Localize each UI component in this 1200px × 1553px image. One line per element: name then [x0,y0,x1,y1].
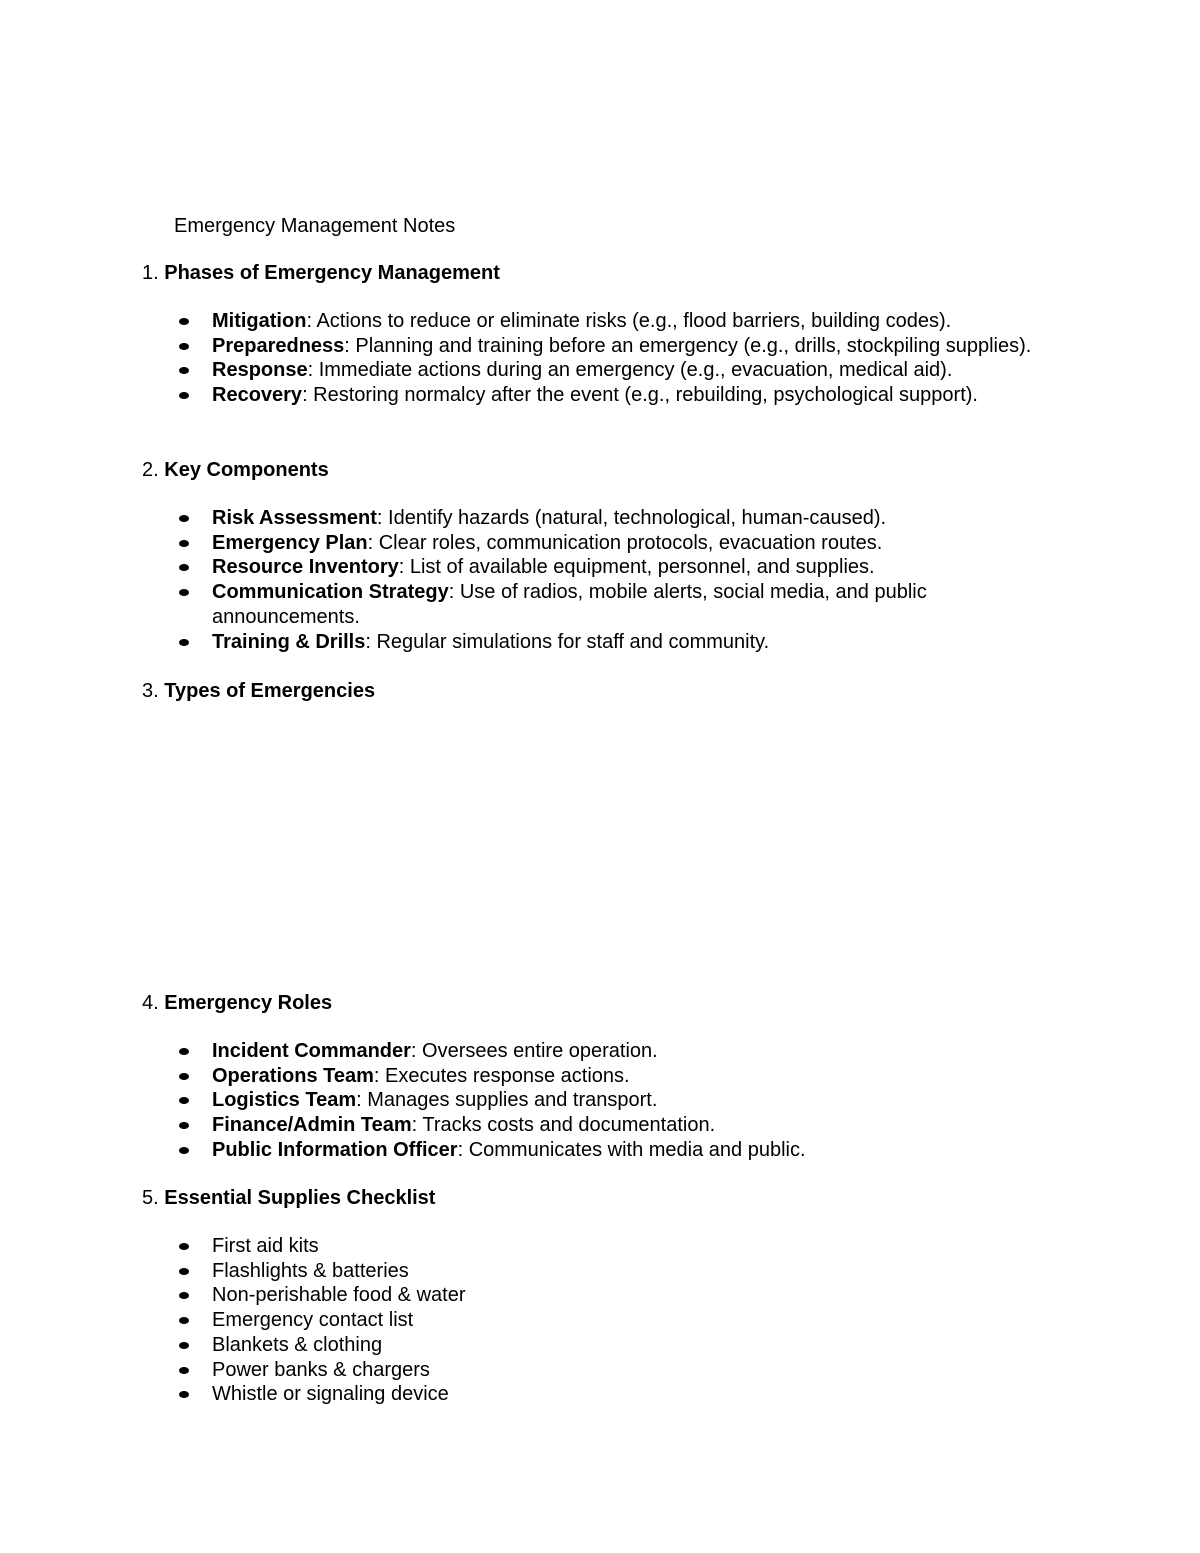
item-term: Operations Team [212,1064,374,1087]
bullet-icon [179,1317,189,1324]
list-item [142,1113,1032,1138]
item-term: Resource Inventory [212,556,399,579]
item-text: : Executes response actions. [373,1064,630,1087]
item-term: Mitigation [212,310,307,332]
bullet-icon [179,589,189,596]
item-text: Non-perishable food & water [212,1284,466,1307]
bullet-icon [179,1243,189,1250]
bullet-icon [179,1073,189,1080]
section-number: 4. [142,992,159,1014]
item-text: : Use of radios, mobile alerts, social media, and public announcements. [212,581,927,628]
section-title: Emergency Roles [164,992,333,1014]
section-phases [142,260,1102,408]
section-heading [142,678,1102,704]
section-number: 5. [142,1187,159,1209]
bullet-icon [179,1097,189,1104]
bullet-icon [179,515,189,522]
bullet-icon [179,1342,189,1349]
item-text: : Communicates with media and public. [457,1138,806,1161]
item-term: Finance/Admin Team [212,1114,412,1137]
section-supplies [142,1185,1102,1407]
section-number: 2. [142,459,159,481]
list-item [142,555,1032,580]
item-term: Preparedness [212,334,345,357]
list-item [142,1308,1032,1333]
list-item [142,309,1032,334]
list-item [142,580,1032,629]
item-text: : Clear roles, communication protocols, evacuation routes. [367,531,883,554]
item-text: : List of available equipment, personnel, and supplies. [398,556,875,579]
section-heading [142,260,1102,286]
item-term: Risk Assessment [212,507,377,529]
item-text: First aid kits [212,1235,319,1257]
section-title: Phases of Emergency Management [164,262,500,284]
list-item [142,1333,1032,1358]
list-item [142,358,1032,383]
section-number: 1. [142,262,159,284]
list-item [142,1382,1032,1407]
section-title: Types of Emergencies [164,680,376,702]
item-text: : Manages supplies and transport. [356,1089,658,1112]
section-title: Key Components [164,459,329,481]
bullet-icon [179,318,189,325]
bullet-icon [179,1147,189,1154]
item-text: Blankets & clothing [212,1333,383,1356]
item-term: Public Information Officer [212,1138,458,1161]
item-text: : Oversees entire operation. [410,1040,658,1062]
item-term: Recovery [212,384,303,407]
bullet-icon [179,564,189,571]
section-types [142,678,1102,704]
item-term: Training & Drills [212,630,366,653]
bullet-icon [179,1391,189,1398]
item-text: : Tracks costs and documentation. [411,1114,716,1137]
list-item [142,1234,1032,1259]
list-item [142,1088,1032,1113]
item-text: : Actions to reduce or eliminate risks (e.g., flood barriers, building codes). [306,310,952,332]
list-item [142,383,1032,408]
bullet-icon [179,1292,189,1299]
bullet-icon [179,392,189,399]
item-text: : Identify hazards (natural, technological, human-caused). [376,507,887,529]
item-text: : Planning and training before an emergency (e.g., drills, stockpiling supplies). [344,334,1032,357]
list-item [142,630,1032,655]
item-text: Flashlights & batteries [212,1259,409,1282]
bullet-icon [179,540,189,547]
bullet-icon [179,639,189,646]
item-term: Communication Strategy [212,581,449,604]
list-item [142,1138,1032,1163]
list-item [142,506,1032,531]
section-title: Essential Supplies Checklist [164,1187,436,1209]
list-item [142,1259,1032,1284]
bullet-icon [179,1367,189,1374]
section-roles [142,990,1102,1163]
item-text: : Immediate actions during an emergency (e.g., evacuation, medical aid). [307,359,953,382]
section-heading [142,1185,1102,1211]
bullet-list [142,1039,1102,1163]
item-term: Response [212,359,308,382]
bullet-icon [179,1268,189,1275]
item-text: : Restoring normalcy after the event (e.g., rebuilding, psychological support). [302,384,978,407]
bullet-list [142,309,1102,408]
item-term: Emergency Plan [212,531,368,554]
item-term: Logistics Team [212,1089,357,1112]
list-item [142,1064,1032,1089]
bullet-icon [179,367,189,374]
list-item [142,1039,1032,1064]
item-text: : Regular simulations for staff and community. [365,630,770,653]
bullet-icon [179,1048,189,1055]
list-item [142,531,1032,556]
bullet-list [142,506,1102,654]
item-text: Whistle or signaling device [212,1383,449,1406]
item-text: Power banks & chargers [212,1358,430,1381]
section-key-components [142,457,1102,654]
section-heading [142,457,1102,483]
list-item [142,334,1032,359]
bullet-list [142,1234,1102,1407]
section-heading [142,990,1102,1016]
section-number: 3. [142,680,159,702]
list-item [142,1283,1032,1308]
document-title: Emergency Management Notes [174,215,456,237]
bullet-icon [179,1122,189,1129]
bullet-icon [179,343,189,350]
list-item [142,1358,1032,1383]
item-term: Incident Commander [212,1040,411,1062]
item-text: Emergency contact list [212,1309,414,1332]
